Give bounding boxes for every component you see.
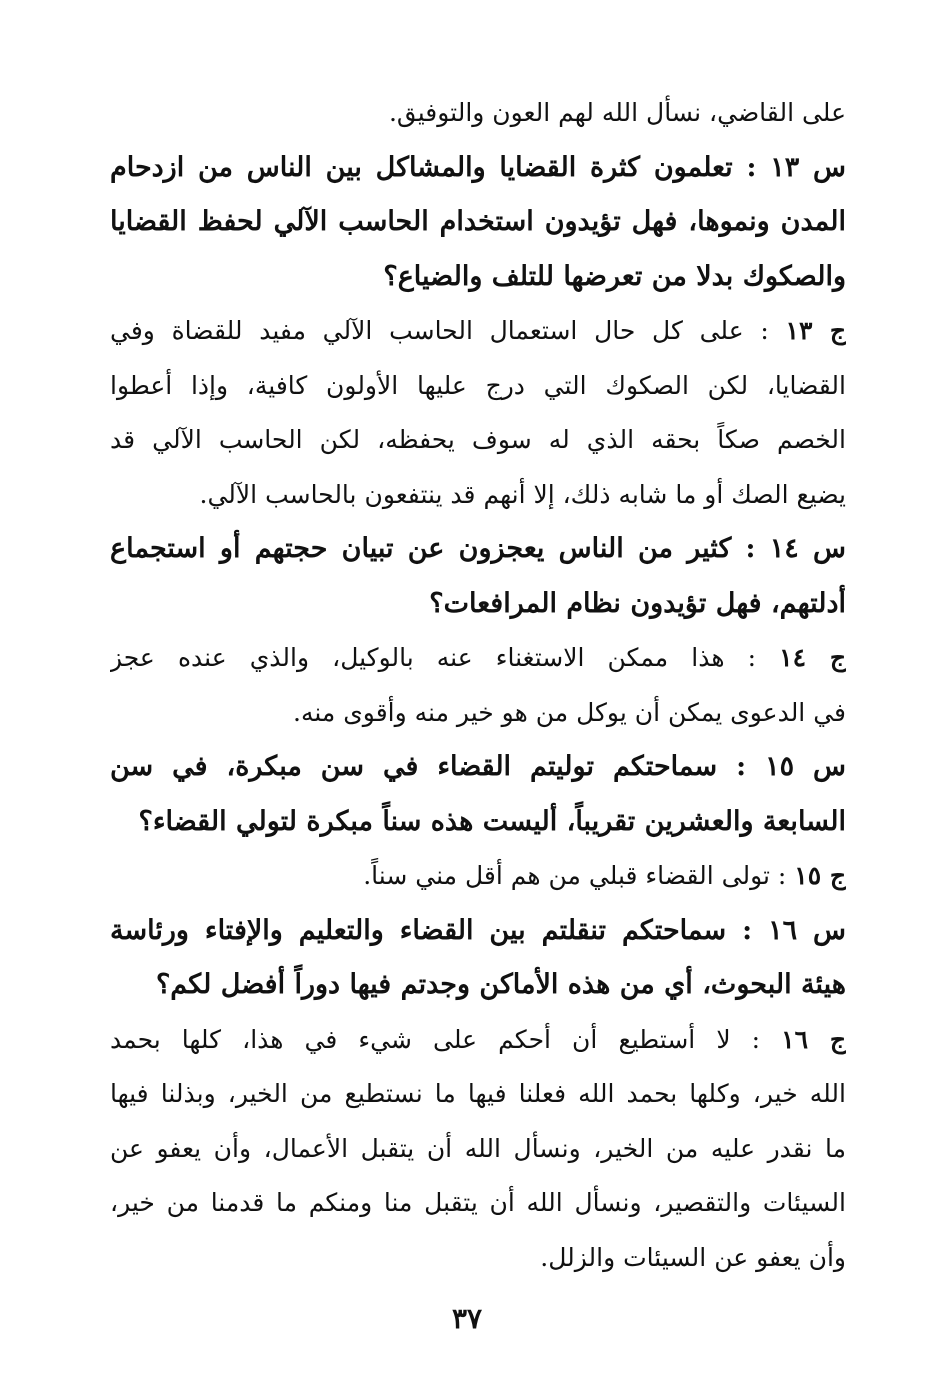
- line-text: على القاضي، نسأل الله لهم العون والتوفيق.: [388, 98, 846, 127]
- line-text: هيئة البحوث، أي من هذه الأماكن وجدتم فيها دوراً أفضل لكم؟: [155, 969, 846, 1000]
- question-line: [110, 141, 846, 196]
- line-text: س ١٣ : تعلمون كثرة القضايا والمشاكل بين الناس من ازدحام: [110, 151, 846, 183]
- answer-label: ج ١٤: [779, 643, 846, 672]
- text-line: [110, 413, 846, 468]
- line-text: أدلتهم، فهل تؤيدون نظام المرافعات؟: [429, 587, 846, 619]
- line-text: : لا أستطيع أن أحكم على شيء في هذا، كلها بحمد: [110, 1024, 761, 1054]
- line-text: الخصم صكاً بحقه الذي له سوف يحفظه، لكن الحاسب الآلي قد: [110, 425, 846, 454]
- line-text: س ١٥ : سماحتكم توليتم القضاء في سن مبكرة، في سن: [110, 751, 846, 782]
- line-text: المدن ونموها، فهل تؤيدون استخدام الحاسب الآلي لحفظ القضايا: [110, 206, 846, 237]
- line-text: السابعة والعشرين تقريباً، أليست هذه سناً مبكرة لتولي القضاء؟: [138, 805, 846, 837]
- page-number: ٣٧: [451, 1302, 483, 1335]
- text-line: [110, 1231, 846, 1286]
- question-line: [110, 195, 846, 250]
- text-line: [110, 1067, 846, 1122]
- answer-label: ج ١٥: [794, 861, 846, 890]
- text-line: [110, 468, 846, 523]
- question-line: [110, 577, 846, 632]
- answer-line: [110, 631, 846, 686]
- answer-line: [110, 304, 846, 359]
- line-text: والصكوك بدلا من تعرضها للتلف والضياع؟: [383, 260, 846, 292]
- line-text: : على كل حال استعمال الحاسب الآلي مفيد للقضاة وفي: [110, 316, 769, 345]
- line-text: س ١٦ : سماحتكم تنقلتم بين القضاء والتعليم والإفتاء ورئاسة: [110, 914, 846, 946]
- question-line: [110, 740, 846, 795]
- line-text: يضيع الصك أو ما شابه ذلك، إلا أنهم قد ينتفعون بالحاسب الآلي.: [199, 479, 846, 509]
- page-body: [110, 86, 846, 1285]
- line-text: : هذا ممكن الاستغناء عنه بالوكيل، والذي عنده عجز: [110, 643, 757, 672]
- line-text: الله خير، وكلها بحمد الله فعلنا فيها ما نستطيع من الخير، وبذلنا فيها: [110, 1079, 846, 1108]
- answer-line: [110, 849, 846, 904]
- text-line: [110, 86, 846, 141]
- answer-label: ج ١٣: [785, 316, 846, 345]
- line-text: س ١٤ : كثير من الناس يعجزون عن تبيان حجتهم أو استجماع: [110, 533, 846, 564]
- answer-label: ج ١٦: [781, 1024, 846, 1054]
- line-text: السيئات والتقصير، ونسأل الله أن يتقبل منا ومنكم ما قدمنا من خير،: [110, 1188, 846, 1217]
- line-text: في الدعوى يمكن أن يوكل من هو خير منه وأقوى منه.: [293, 697, 846, 727]
- text-line: [110, 1176, 846, 1231]
- line-text: : تولى القضاء قبلي من هم أقل مني سناً.: [363, 861, 787, 890]
- line-text: القضايا، لكن الصكوك التي درج عليها الأولون كافية، وإذا أعطوا: [110, 370, 846, 400]
- text-line: [110, 1122, 846, 1177]
- question-line: [110, 250, 846, 305]
- question-line: [110, 522, 846, 577]
- text-line: [110, 686, 846, 741]
- question-line: [110, 958, 846, 1013]
- text-line: [110, 359, 846, 414]
- line-text: وأن يعفو عن السيئات والزلل.: [540, 1242, 846, 1272]
- line-text: ما نقدر عليه من الخير، ونسأل الله أن يتقبل الأعمال، وأن يعفو عن: [110, 1133, 846, 1163]
- question-line: [110, 904, 846, 959]
- answer-line: [110, 1013, 846, 1068]
- question-line: [110, 795, 846, 850]
